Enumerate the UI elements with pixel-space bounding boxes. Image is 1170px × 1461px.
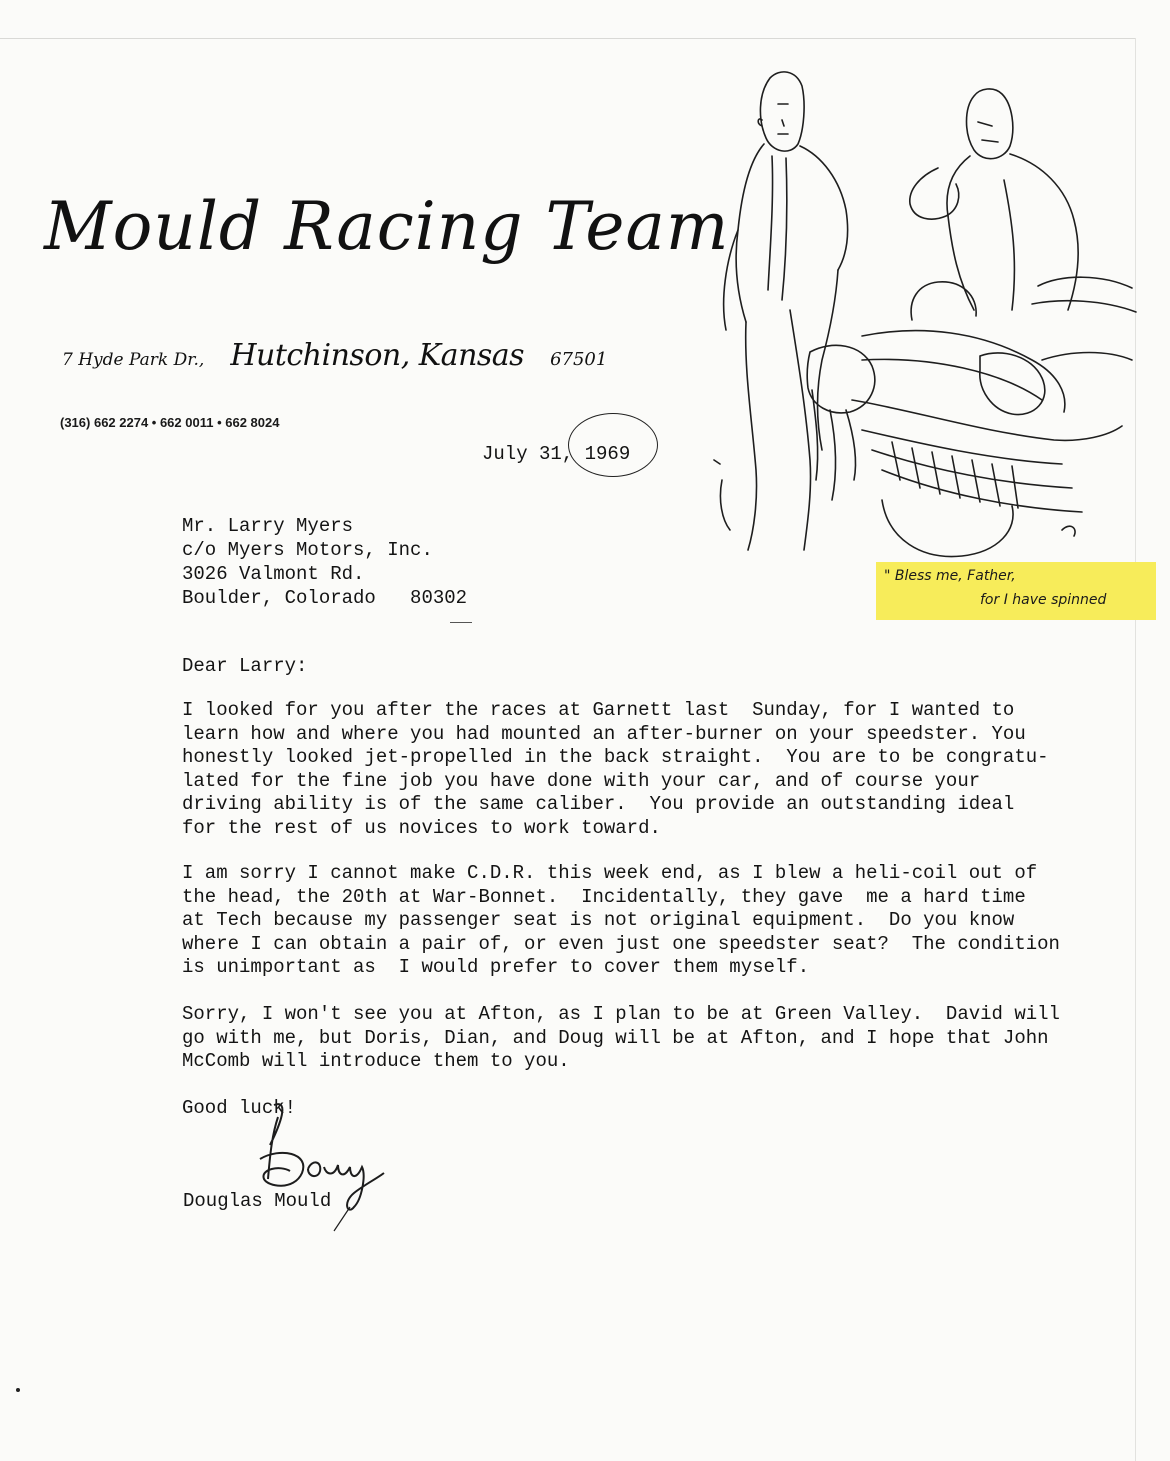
- signer-name: Douglas Mould: [183, 1190, 332, 1212]
- letter-date: July 31, 1969: [482, 443, 631, 465]
- cartoon-caption-line-2: for I have spinned: [980, 592, 1107, 608]
- salutation: Dear Larry:: [182, 655, 308, 677]
- cartoon-caption-line-1: " Bless me, Father,: [884, 568, 1016, 584]
- closing: Good luck!: [182, 1097, 297, 1119]
- letterhead-street: 7 Hyde Park Dr.,: [62, 350, 205, 370]
- date-circle-mark: [568, 413, 658, 477]
- body-paragraph-1: I looked for you after the races at Garnett last Sunday, for I wanted to learn how and where you had mounted an after-burner on your speedster. You honestly looked jet-propelled in the back straight. You are to be congratu- lated for the fine job you have done with your car, and of course your driving ability is of the same caliber. You provide an outstanding ideal for the rest of us novices to work toward.: [182, 699, 1049, 839]
- letterhead-city: Hutchinson, Kansas: [230, 338, 525, 373]
- letterhead-zip: 67501: [550, 349, 608, 370]
- letterhead-phone: (316) 662 2274 • 662 0011 • 662 8024: [60, 415, 280, 430]
- scan-edge-top: [0, 38, 1135, 39]
- letterhead-title: Mould Racing Team: [44, 188, 730, 265]
- body-paragraph-2: I am sorry I cannot make C.D.R. this week end, as I blew a heli-coil out of the head, the 20th at War-Bonnet. Incidentally, they gave me a hard time at Tech because my passenger seat is not original equipment. Do you know where I can obtain a pair of, or even just one speedster seat? The condition is unimportant as I would prefer to cover them myself.: [182, 862, 1060, 979]
- letterhead-address: [62, 338, 607, 373]
- recipient-address: Mr. Larry Myers c/o Myers Motors, Inc. 3026 Valmont Rd. Boulder, Colorado 80302: [182, 515, 468, 609]
- stray-mark: [450, 622, 472, 623]
- body-paragraph-3: Sorry, I won't see you at Afton, as I plan to be at Green Valley. David will go with me, but Doris, Dian, and Doug will be at Afton, and I hope that John McComb will introduce them to you.: [182, 1003, 1060, 1073]
- racing-cartoon-illustration: [712, 60, 1142, 560]
- scan-speck: [16, 1388, 20, 1392]
- handwritten-signature: [250, 1095, 410, 1235]
